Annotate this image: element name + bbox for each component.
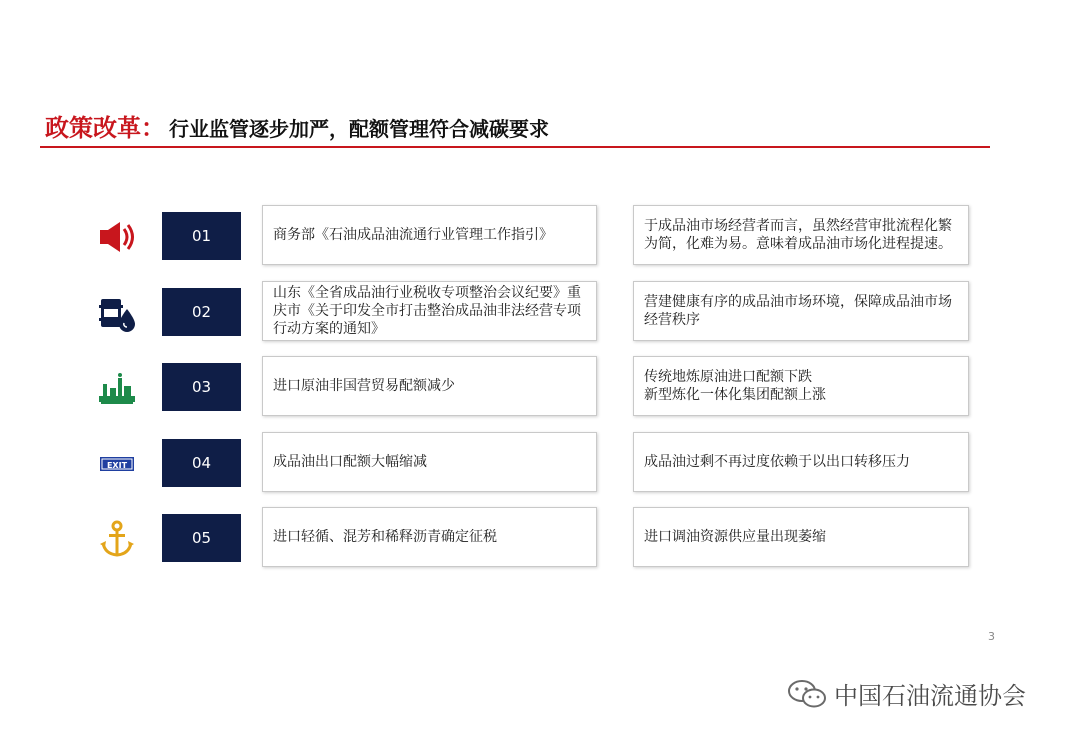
refinery-icon [95, 366, 139, 410]
impact-text: 于成品油市场经营者而言，虽然经营审批流程化繁为简，化难为易。意味着成品油市场化进程提速。 [644, 218, 952, 252]
policy-row-2 [0, 281, 1080, 343]
impact-text: 进口调油资源供应量出现萎缩 [644, 529, 826, 545]
oil-barrel-drop-icon [95, 291, 139, 335]
item-number: 01 [162, 212, 241, 260]
item-number: 02 [162, 288, 241, 336]
impact-text-box [633, 356, 969, 416]
watermark-text: 中国石油流通协会 [834, 682, 1026, 710]
impact-text: 成品油过剩不再过度依赖于以出口转移压力 [644, 454, 910, 470]
impact-text-box [633, 205, 969, 265]
policy-row-3 [0, 356, 1080, 418]
policy-text: 进口轻循、混芳和稀释沥青确定征税 [273, 529, 497, 545]
policy-row-4 [0, 432, 1080, 494]
policy-text: 商务部《石油成品油流通行业管理工作指引》 [273, 227, 553, 243]
item-number: 05 [162, 514, 241, 562]
title-main: 行业监管逐步加严，配额管理符合减碳要求 [169, 117, 549, 141]
policy-text-box [262, 432, 597, 492]
watermark [786, 676, 1026, 711]
impact-text: 营建健康有序的成品油市场环境，保障成品油市场经营秩序 [644, 294, 952, 328]
exit-sign-icon [95, 442, 139, 486]
policy-text-box [262, 356, 597, 416]
item-number: 04 [162, 439, 241, 487]
item-number: 03 [162, 363, 241, 411]
speaker-icon [95, 215, 139, 259]
policy-text: 山东《全省成品油行业税收专项整治会议纪要》重庆市《关于印发全市打击整治成品油非法经营专项行动方案的通知》 [273, 285, 581, 337]
impact-text-box [633, 507, 969, 567]
title-prefix: 政策改革： [45, 114, 165, 142]
impact-text-box [633, 432, 969, 492]
policy-text: 进口原油非国营贸易配额减少 [273, 378, 455, 394]
policy-row-5 [0, 507, 1080, 569]
policy-row-1 [0, 205, 1080, 267]
wechat-icon [786, 678, 828, 710]
anchor-icon [95, 517, 139, 561]
impact-text: 传统地炼原油进口配额下跌 新型炼化一体化集团配额上涨 [644, 369, 826, 403]
exit-label: EXIT [106, 461, 128, 470]
policy-text-box [262, 281, 597, 341]
policy-text-box [262, 507, 597, 567]
page-number: 3 [988, 630, 995, 643]
policy-text: 成品油出口配额大幅缩减 [273, 454, 427, 470]
impact-text-box [633, 281, 969, 341]
policy-text-box [262, 205, 597, 265]
